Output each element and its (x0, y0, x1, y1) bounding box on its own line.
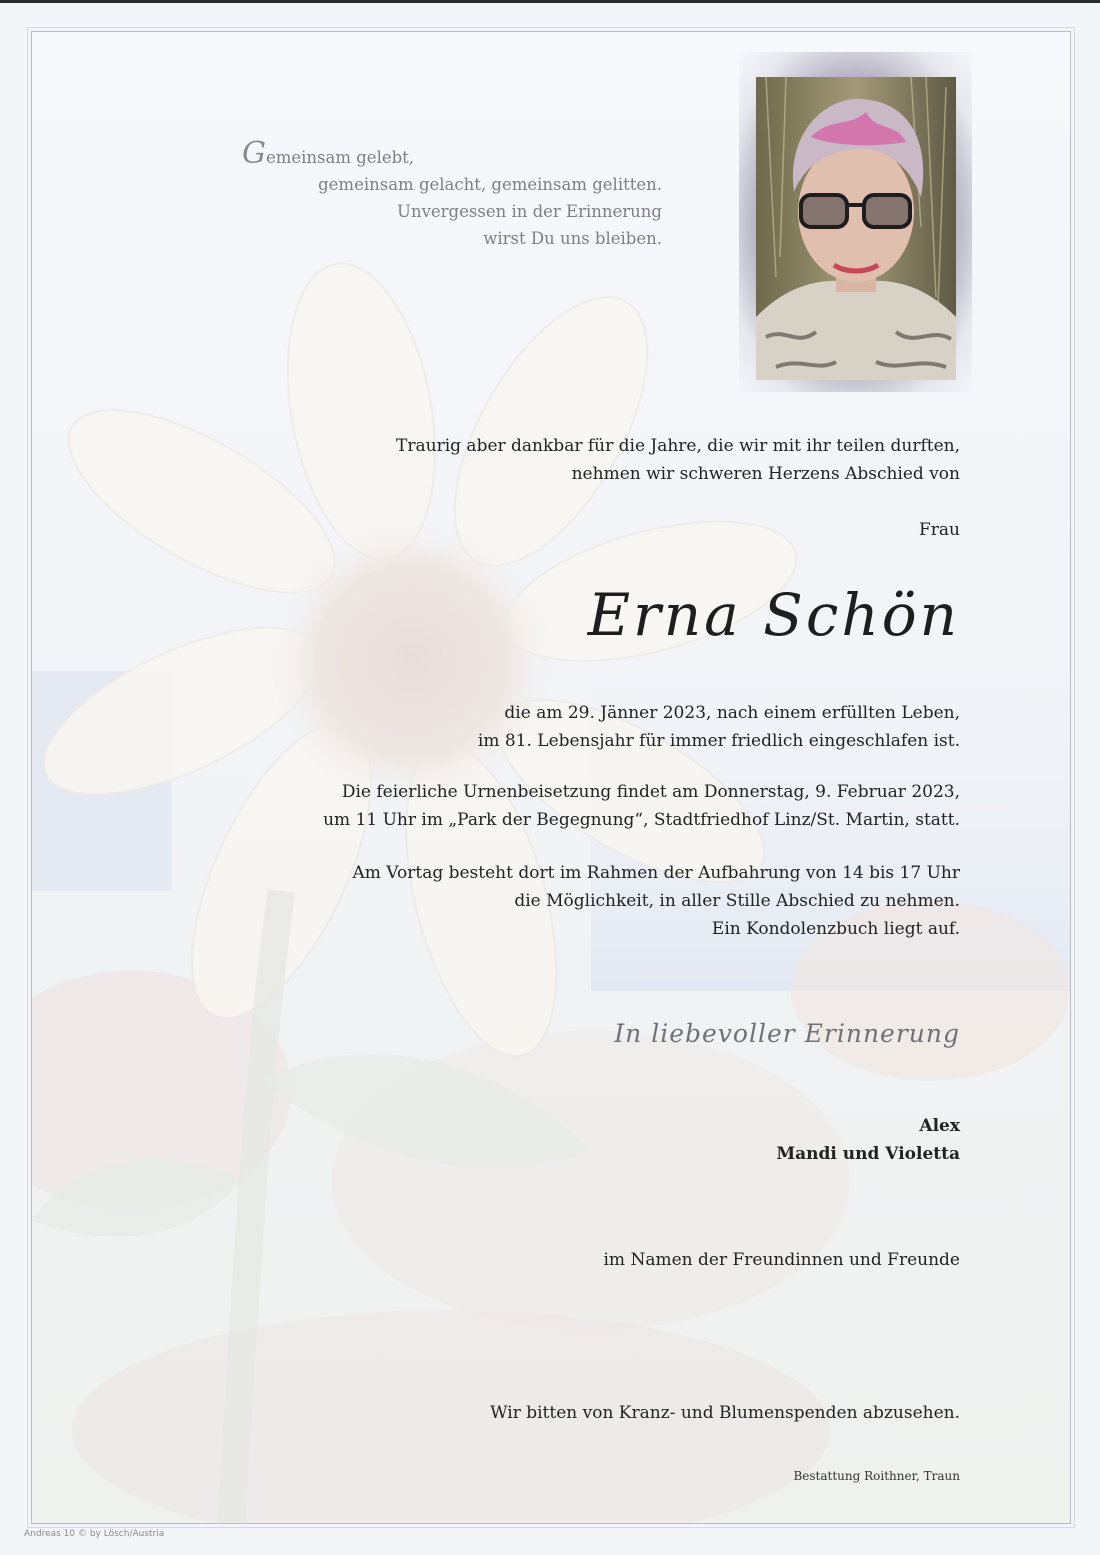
portrait-photo (756, 77, 956, 380)
ceremony-line: um 11 Uhr im „Park der Begegnung“, Stadtfriedhof Linz/St. Martin, statt. (323, 810, 960, 830)
poem (232, 136, 662, 252)
poem-initial: G (242, 136, 266, 171)
viewing-line: Ein Kondolenzbuch liegt auf. (711, 919, 960, 939)
details-line: im 81. Lebensjahr für immer friedlich eingeschlafen ist. (477, 731, 960, 751)
intro-line: Traurig aber dankbar für die Jahre, die wir mit ihr teilen durften, (396, 436, 960, 456)
ceremony-line: Die feierliche Urnenbeisetzung findet am Donnerstag, 9. Februar 2023, (341, 782, 960, 802)
deceased-name: Erna Schön (587, 581, 960, 649)
undertaker-name: Bestattung Roithner, Traun (793, 1469, 960, 1483)
death-details (260, 699, 960, 755)
poem-line: Unvergessen in der Erinnerung (397, 202, 662, 221)
donation-request: Wir bitten von Kranz- und Blumenspenden abzusehen. (490, 1403, 960, 1423)
poem-line: gemeinsam gelacht, gemeinsam gelitten. (318, 175, 662, 194)
viewing-line: die Möglichkeit, in aller Stille Abschied zu nehmen. (514, 891, 960, 911)
intro-text (260, 432, 960, 488)
viewing-info (260, 859, 960, 943)
signer-name: Mandi und Violetta (776, 1144, 960, 1164)
obituary-card (31, 31, 1071, 1524)
poem-line: wirst Du uns bleiben. (483, 229, 662, 248)
signer-name: Alex (919, 1116, 960, 1136)
details-line: die am 29. Jänner 2023, nach einem erfüllten Leben, (504, 703, 960, 723)
salutation: Frau (918, 520, 960, 540)
intro-line: nehmen wir schweren Herzens Abschied von (571, 464, 960, 484)
signers (560, 1112, 960, 1168)
ceremony-info (260, 778, 960, 834)
poem-first-line (242, 136, 672, 171)
print-credit: Andreas 10 © by Lösch/Austria (24, 1529, 165, 1539)
top-edge-line (0, 0, 1100, 3)
poem-first-line-rest: emeinsam gelebt, (265, 148, 415, 167)
viewing-line: Am Vortag besteht dort im Rahmen der Aufbahrung von 14 bis 17 Uhr (352, 863, 960, 883)
memory-phrase: In liebevoller Erinnerung (614, 1019, 960, 1048)
on-behalf-line: im Namen der Freundinnen und Freunde (603, 1250, 960, 1270)
